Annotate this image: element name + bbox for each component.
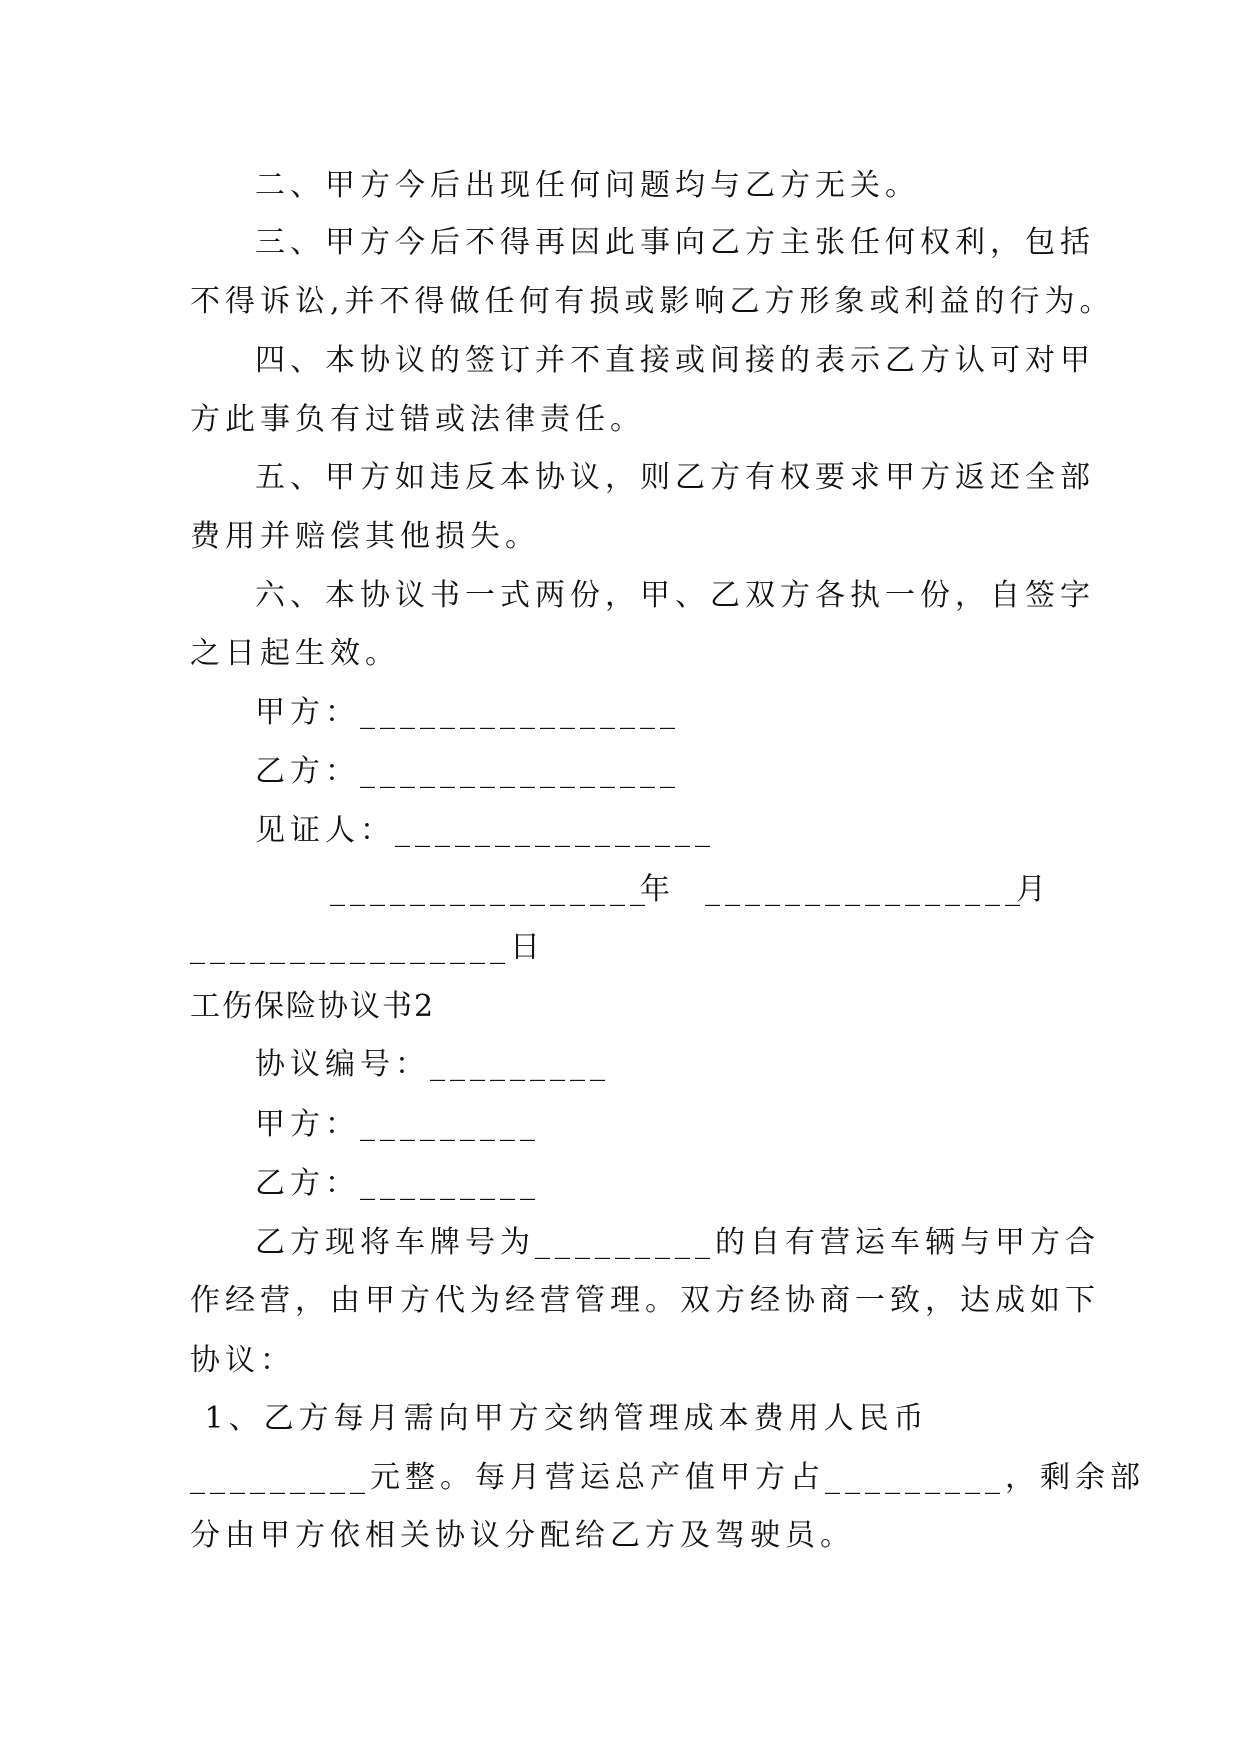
paragraph-line: 协议： (190, 1343, 295, 1378)
agreement-number-line: 协议编号：_________ (255, 1047, 610, 1082)
month-label: 月 (1016, 872, 1051, 907)
party-b-line: 乙方：_________ (255, 1166, 540, 1201)
clause-1-text: 1、乙方每月需向甲方交纳管理成本费用人民币 (190, 1401, 929, 1436)
paragraph-line: 不得诉讼,并不得做任何有损或影响乙方形象或利益的行为。 (190, 284, 1115, 319)
paragraph-line: 方此事负有过错或法律责任。 (190, 402, 645, 437)
paragraph-line: 作经营，由甲方代为经营管理。双方经协商一致，达成如下 (190, 1283, 1100, 1318)
paragraph-line: _________元整。每月营运总产值甲方占_________，剩余部 (190, 1460, 1145, 1495)
party-a-line: 甲方：_________ (255, 1107, 540, 1142)
party-a-signature-line: 甲方：________________ (255, 695, 680, 730)
paragraph-line: 五、甲方如违反本协议，则乙方有权要求甲方返还全部 (255, 460, 1095, 495)
year-label: 年 (640, 872, 675, 907)
party-b-signature-line: 乙方：________________ (255, 754, 680, 789)
witness-signature-line: 见证人：________________ (255, 813, 715, 848)
date-line (0, 870, 1241, 910)
paragraph-line: 六、本协议书一式两份，甲、乙双方各执一份，自签字 (255, 578, 1095, 613)
year-blank: ________________ (330, 872, 650, 907)
paragraph-line: 四、本协议的签订并不直接或间接的表示乙方认可对甲 (255, 343, 1095, 378)
paragraph-line: 二、甲方今后出现任何问题均与乙方无关。 (255, 168, 920, 203)
clause-line (190, 1399, 929, 1439)
day-line: ________________日 (190, 930, 545, 965)
paragraph-line: 分由甲方依相关协议分配给乙方及驾驶员。 (190, 1518, 855, 1553)
paragraph-line: 费用并赔偿其他损失。 (190, 519, 540, 554)
month-blank: ________________ (705, 872, 1025, 907)
document-title: 工伤保险协议书2 (190, 989, 436, 1024)
paragraph-line: 乙方现将车牌号为_________的自有营运车辆与甲方合 (255, 1225, 1100, 1260)
paragraph-line: 三、甲方今后不得再因此事向乙方主张任何权利，包括 (255, 225, 1095, 260)
paragraph-line: 之日起生效。 (190, 636, 400, 671)
